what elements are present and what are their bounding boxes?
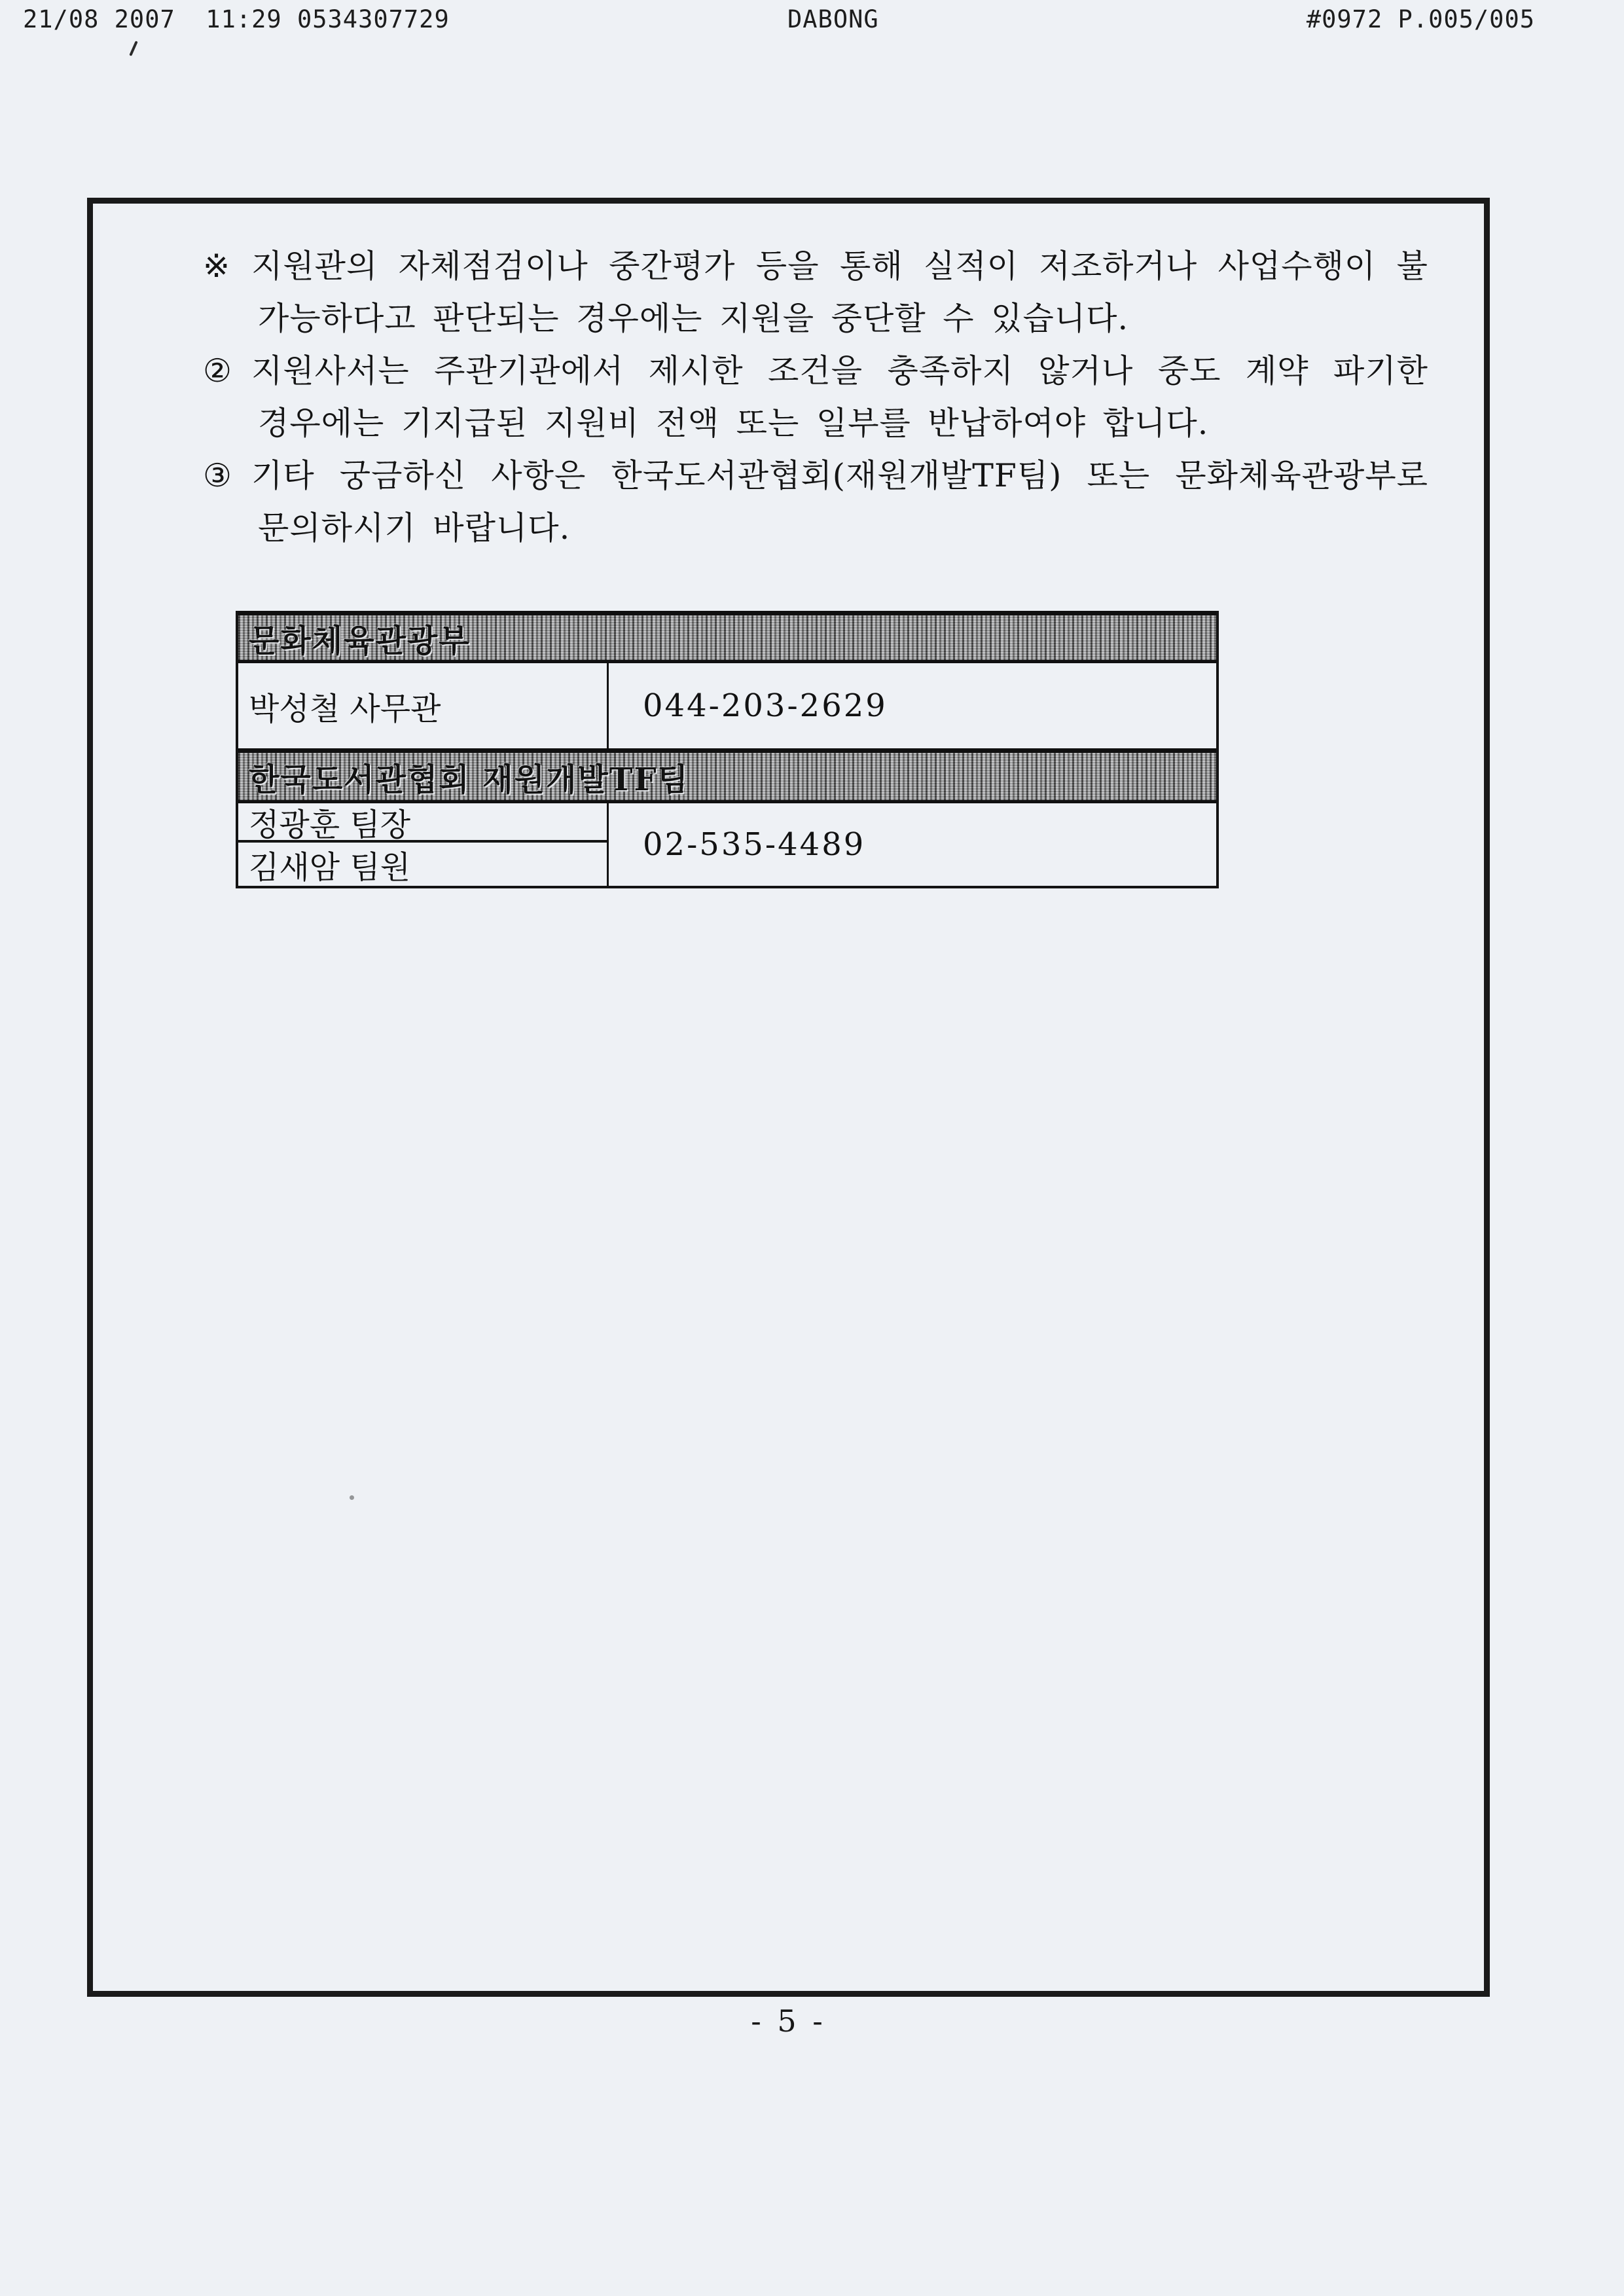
contact-phone: 044-203-2629	[643, 687, 888, 724]
note-text: 경우에는 기지급된 지원비 전액 또는 일부를 반납하여야 합니다.	[258, 405, 1209, 442]
note-marker: ※	[203, 247, 231, 285]
page-number: - 5 -	[751, 2003, 826, 2039]
note-marker	[203, 397, 251, 450]
notice-section	[203, 240, 1428, 555]
contact-table	[236, 611, 1219, 888]
fax-date-line: 21/08 2007 11:29 0534307729	[23, 5, 450, 33]
contact-name: 박성철 사무관	[238, 663, 609, 748]
fax-header	[0, 5, 1624, 38]
note-line	[203, 240, 1428, 293]
note-text: 지원사서는 주관기관에서 제시한 조건을 충족하지 않거나 중도 계약 파기한	[251, 352, 1428, 390]
note-line	[203, 345, 1428, 397]
note-marker	[203, 293, 251, 345]
note-line	[203, 450, 1428, 502]
note-line	[203, 293, 1428, 345]
table-section-header-association: 한국도서관협회 재원개발TF팀	[238, 748, 1216, 803]
note-text: 기타 궁금하신 사항은 한국도서관협회(재원개발TF팀) 또는 문화체육관광부로	[251, 457, 1428, 494]
note-text: 지원관의 자체점검이나 중간평가 등을 통해 실적이 저조하거나 사업수행이 불	[251, 247, 1428, 285]
note-text: 문의하시기 바랍니다.	[258, 509, 571, 547]
note-marker: ③	[203, 457, 232, 494]
scan-artifact	[129, 41, 137, 56]
note-line	[203, 502, 1428, 555]
contact-phone: 02-535-4489	[643, 826, 866, 863]
table-row-group	[238, 803, 1216, 886]
note-marker	[203, 502, 251, 555]
fax-page-info: #0972 P.005/005	[1306, 5, 1535, 33]
fax-sender: DABONG	[787, 5, 879, 33]
note-line	[203, 397, 1428, 450]
note-marker: ②	[203, 352, 232, 390]
note-text: 가능하다고 판단되는 경우에는 지원을 중단할 수 있습니다.	[258, 300, 1129, 337]
contact-name: 김새암 팀원	[238, 843, 609, 886]
table-section-header-ministry: 문화체육관광부	[238, 611, 1216, 663]
document-frame	[87, 198, 1490, 1997]
contact-name: 정광훈 팀장	[238, 803, 609, 843]
table-row	[238, 663, 1216, 748]
